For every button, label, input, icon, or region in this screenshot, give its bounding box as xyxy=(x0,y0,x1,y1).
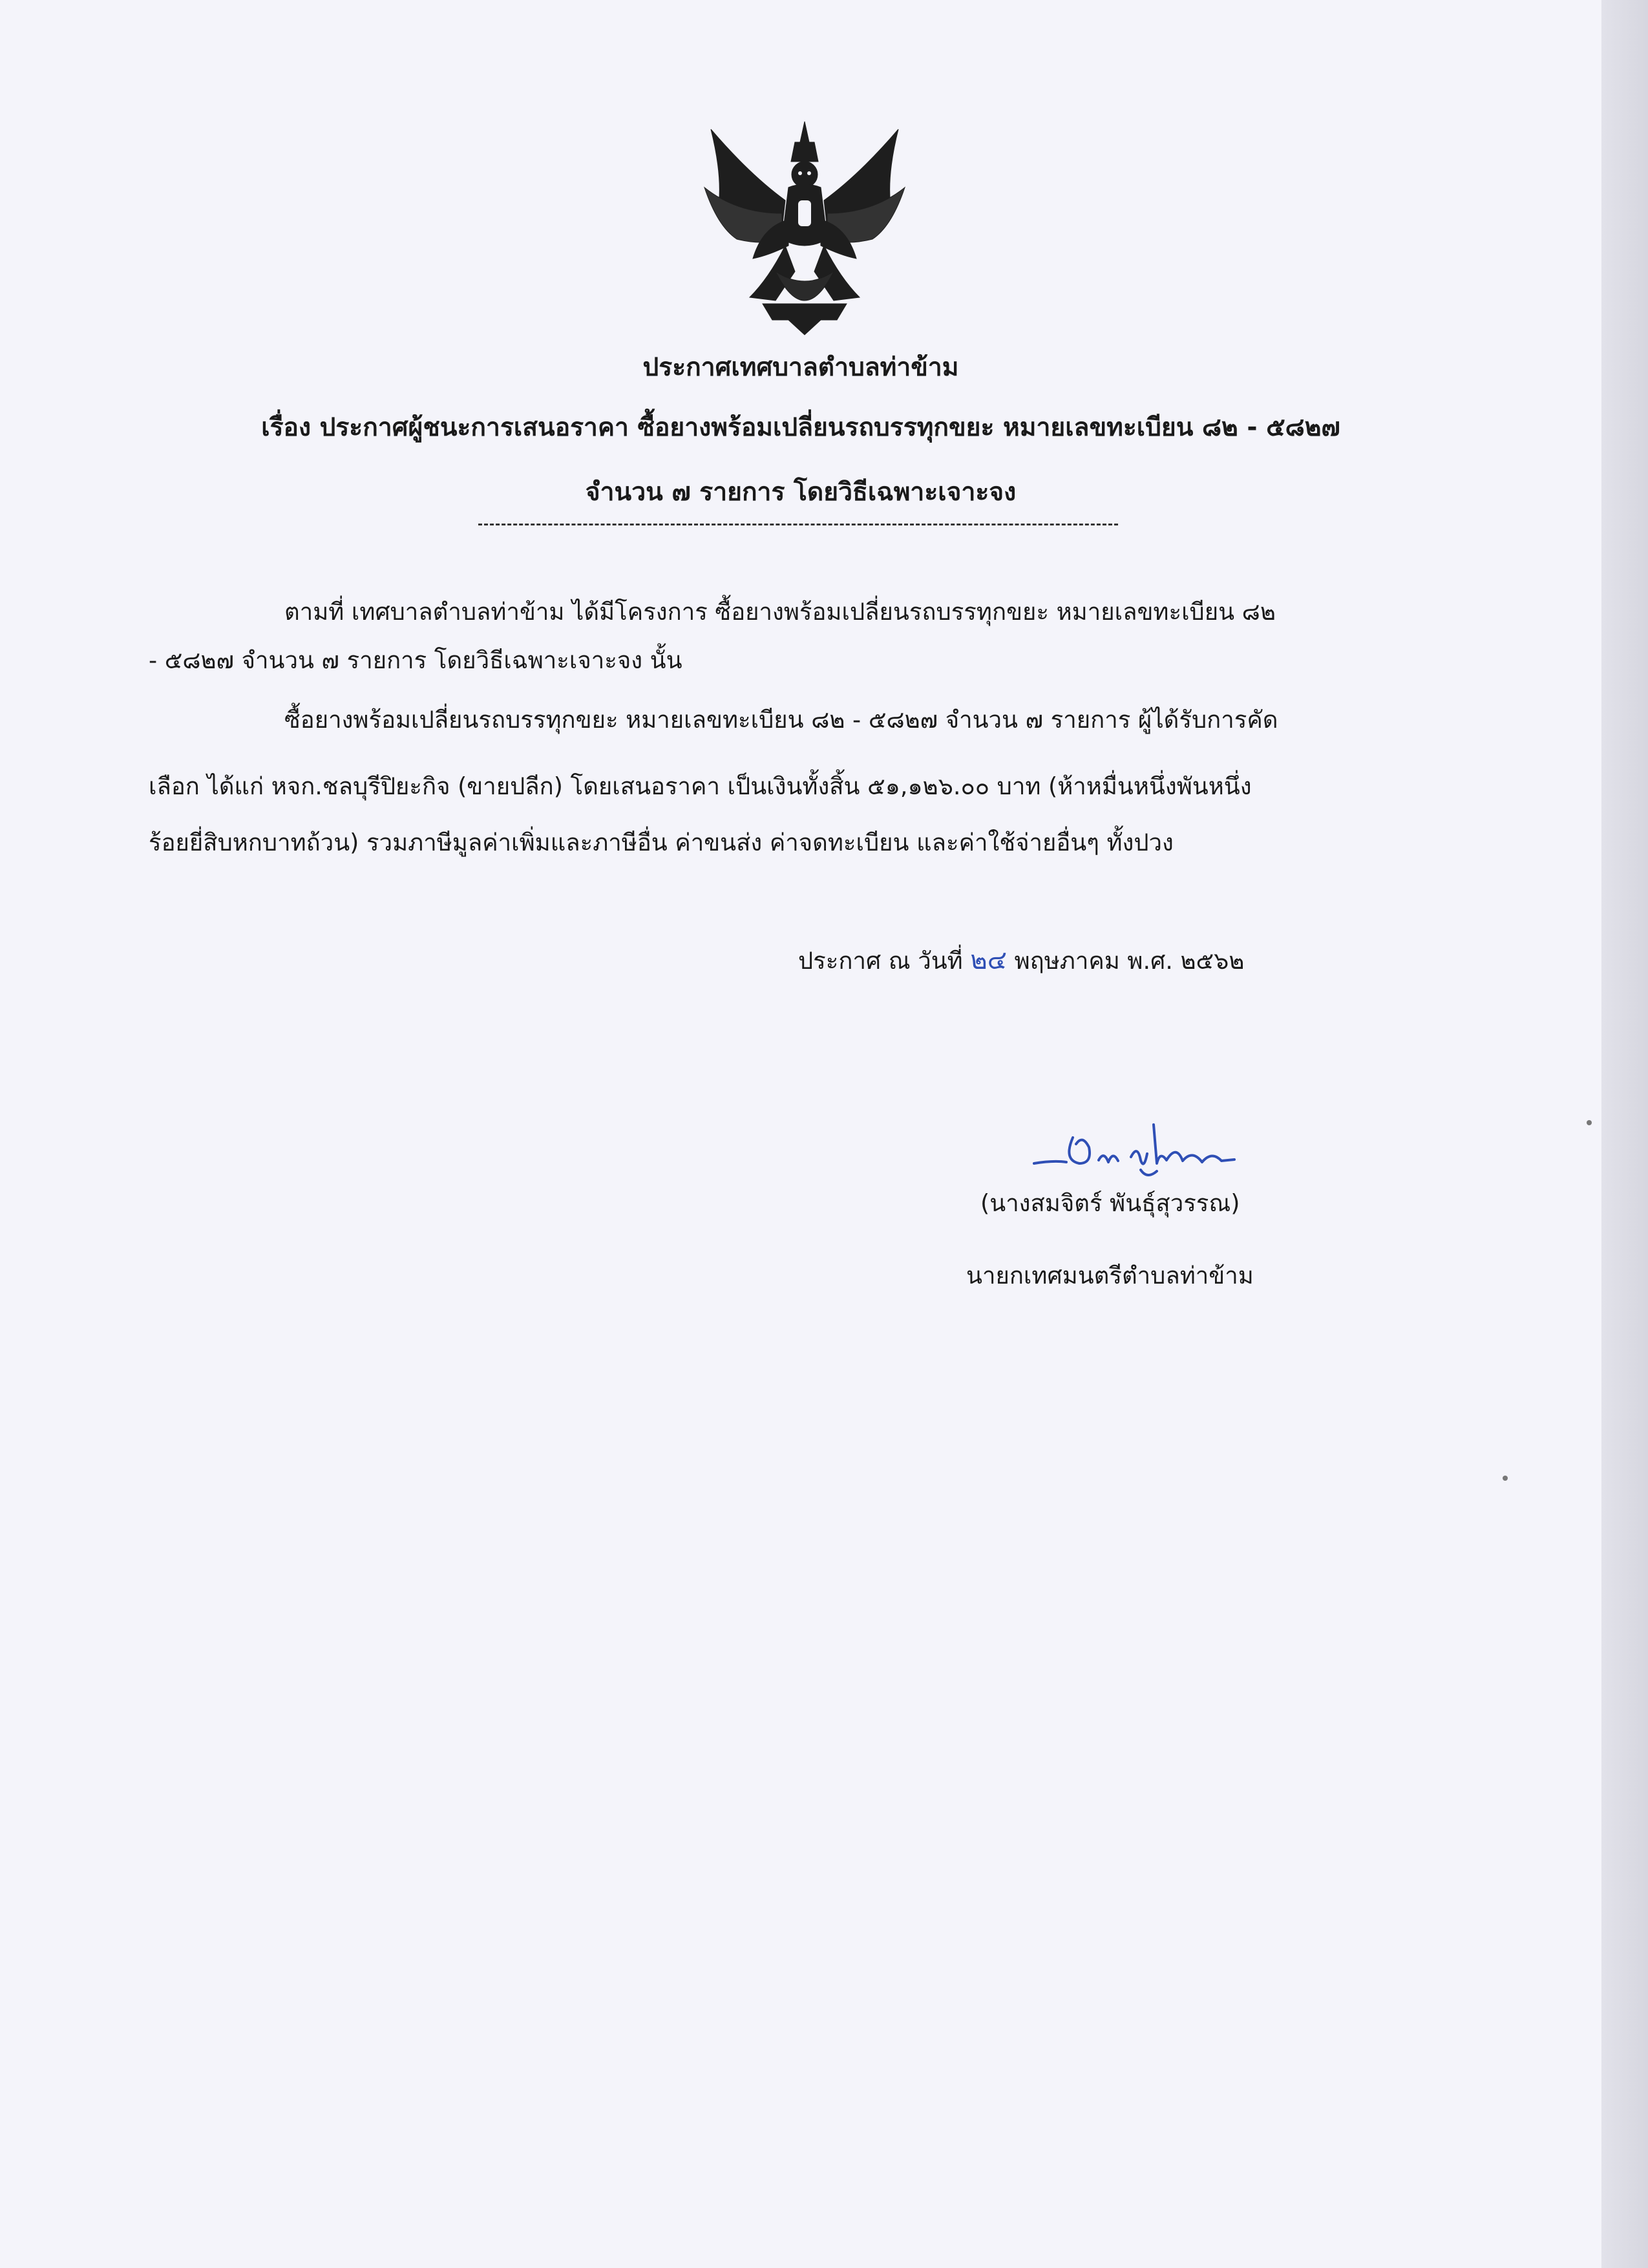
signer-position: นายกเทศมนตรีตำบลท่าข้าม xyxy=(966,1262,1254,1289)
garuda-emblem-icon xyxy=(698,116,911,336)
paragraph-1-line-2: - ๕๘๒๗ จำนวน ๗ รายการ โดยวิธีเฉพาะเจาะจง นั้น xyxy=(149,646,682,674)
paper-speck xyxy=(1503,1476,1508,1481)
announcement-heading: ประกาศเทศบาลตำบลท่าข้าม xyxy=(642,353,959,382)
heading-divider xyxy=(478,524,1118,525)
paper-speck xyxy=(1587,1120,1592,1125)
handwritten-signature xyxy=(1028,1099,1247,1196)
announcement-date xyxy=(798,939,1244,980)
date-day-handwritten: ๒๔ xyxy=(970,946,1007,975)
announcement-subject-line-1: เรื่อง ประกาศผู้ชนะการเสนอราคา ซื้อยางพร้อมเปลี่ยนรถบรรทุกขยะ หมายเลขทะเบียน ๘๒ - ๕๘๒๗ xyxy=(261,413,1340,442)
date-month-year: พฤษภาคม พ.ศ. ๒๕๖๒ xyxy=(1014,947,1245,975)
paragraph-1-line-1: ตามที่ เทศบาลตำบลท่าข้าม ได้มีโครงการ ซื้อยางพร้อมเปลี่ยนรถบรรทุกขยะ หมายเลขทะเบียน ๘๒ xyxy=(284,598,1276,626)
paragraph-2-line-2: เลือก ได้แก่ หจก.ชลบุรีปิยะกิจ (ขายปลีก) โดยเสนอราคา เป็นเงินทั้งสิ้น ๕๑,๑๒๖.๐๐ บาท (ห้าหมื่นหนึ่งพันหนึ่ง xyxy=(149,772,1252,800)
date-prefix: ประกาศ ณ วันที่ xyxy=(798,947,963,975)
signer-name: (นางสมจิตร์ พันธุ์สุวรรณ) xyxy=(980,1189,1240,1217)
scanner-background-edge xyxy=(1601,0,1648,2268)
paragraph-2-line-3: ร้อยยี่สิบหกบาทถ้วน) รวมภาษีมูลค่าเพิ่มและภาษีอื่น ค่าขนส่ง ค่าจดทะเบียน และค่าใช้จ่ายอื่นๆ ทั้งปวง xyxy=(149,829,1174,856)
announcement-subject-line-2: จำนวน ๗ รายการ โดยวิธีเฉพาะเจาะจง xyxy=(585,478,1017,507)
paragraph-2-line-1: ซื้อยางพร้อมเปลี่ยนรถบรรทุกขยะ หมายเลขทะเบียน ๘๒ - ๕๘๒๗ จำนวน ๗ รายการ ผู้ได้รับการคัด xyxy=(284,706,1278,734)
